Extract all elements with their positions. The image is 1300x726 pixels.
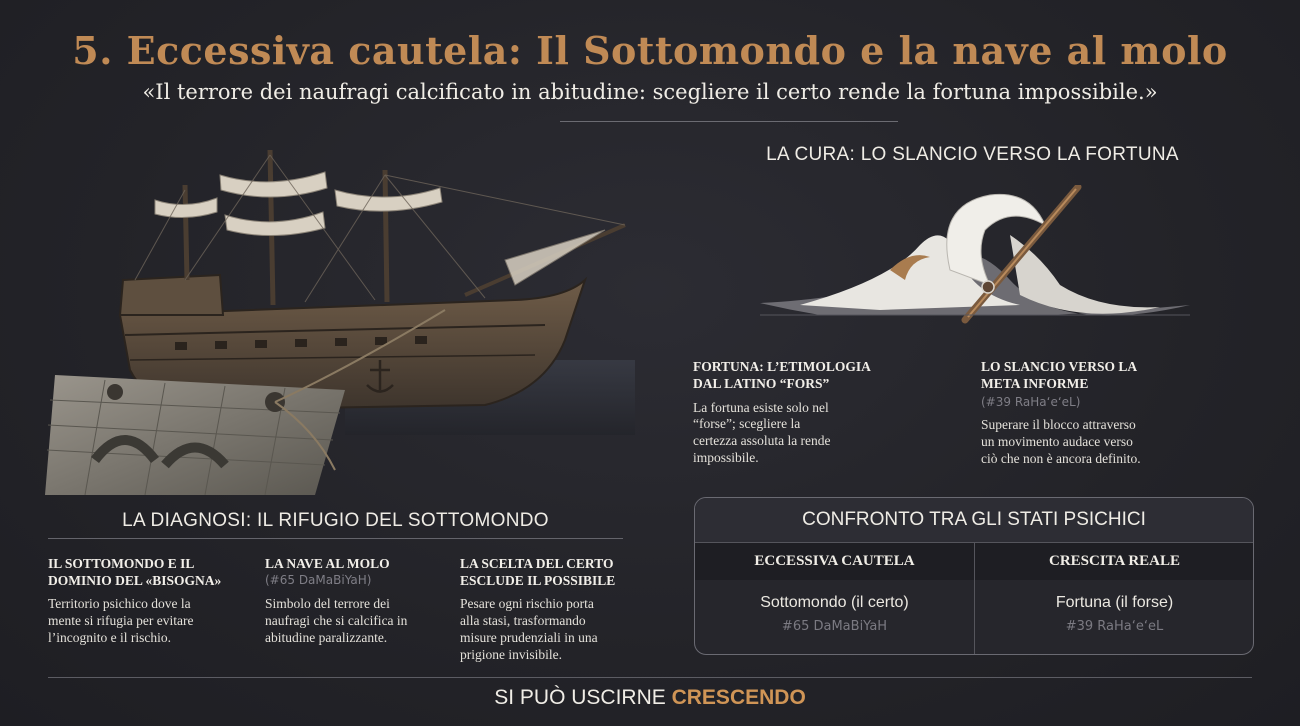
comparison-heading: CONFRONTO TRA GLI STATI PSICHICI xyxy=(695,498,1253,542)
cure-item-body-line: impossibile. xyxy=(693,450,759,465)
comparison-column-label: CRESCITA REALE xyxy=(975,542,1254,580)
cure-heading: LA CURA: LO SLANCIO VERSO LA FORTUNA xyxy=(766,144,1179,165)
diagnosis-item-body-line: naufragi che si calcifica in xyxy=(265,613,408,628)
comparison-ref: #39 RaHa‘e‘eL xyxy=(1065,619,1164,634)
comparison-value: Fortuna (il forse) xyxy=(1055,594,1174,611)
diagnosis-item-title-line1: IL SOTTOMONDO E IL xyxy=(48,556,195,571)
diagnosis-item-body-line: Pesare ogni rischio porta xyxy=(460,596,594,611)
diagnosis-heading: LA DIAGNOSI: IL RIFUGIO DEL SOTTOMONDO xyxy=(122,510,549,531)
wave-with-compass-needle-illustration xyxy=(760,185,1190,340)
comparison-value: Sottomondo (il certo) xyxy=(760,594,909,611)
diagnosis-item-title-line1: LA NAVE AL MOLO xyxy=(265,556,390,571)
diagnosis-item-title-line2: ESCLUDE IL POSSIBILE xyxy=(460,573,616,588)
diagnosis-item-body-line: abitudine paralizzante. xyxy=(265,630,388,645)
diagnosis-item-title-line1: LA SCELTA DEL CERTO xyxy=(460,556,614,571)
footer-text: SI PUÒ USCIRNE xyxy=(494,686,666,709)
diagnosis-divider xyxy=(48,538,623,539)
cure-item-title-line1: LO SLANCIO VERSO LA xyxy=(981,359,1138,374)
page-title: 5. Eccessiva cautela: Il Sottomondo e la nave al molo xyxy=(72,28,1228,73)
diagnosis-item-body-line: mente si rifugia per evitare xyxy=(48,613,194,628)
footer-accent: CRESCENDO xyxy=(671,686,806,709)
diagnosis-item-ref: (#65 DaMaBiYaH) xyxy=(265,573,372,587)
cure-item-body-line: ciò che non è ancora definito. xyxy=(981,451,1141,466)
comparison-ref: #65 DaMaBiYaH xyxy=(781,619,888,634)
cure-item-title-line2: DAL LATINO “FORS” xyxy=(693,376,830,391)
cure-item-title-line2: META INFORME xyxy=(981,376,1089,391)
cure-item-ref: (#39 RaHa‘e‘eL) xyxy=(981,395,1081,409)
comparison-column-label: ECCESSIVA CAUTELA xyxy=(695,542,974,580)
diagnosis-item-body-line: Simbolo del terrore dei xyxy=(265,596,390,611)
diagnosis-item-body-line: alla stasi, trasformando xyxy=(460,613,586,628)
comparison-table xyxy=(694,497,1254,655)
cure-item-body-line: certezza assoluta la rende xyxy=(693,433,831,448)
footer-tagline xyxy=(0,686,1300,710)
diagnosis-item-body-line: l’incognito e il rischio. xyxy=(48,630,171,645)
diagnosis-item-body-line: prigione invisibile. xyxy=(460,647,562,662)
cure-item-body-line: “forse”; scegliere la xyxy=(693,416,801,431)
cure-item-body-line: un movimento audace verso xyxy=(981,434,1133,449)
cure-item-body-line: Superare il blocco attraverso xyxy=(981,417,1136,432)
cure-item-title-line1: FORTUNA: L’ETIMOLOGIA xyxy=(693,359,871,374)
title-divider xyxy=(560,121,898,122)
cure-item-body-line: La fortuna esiste solo nel xyxy=(693,400,829,415)
diagnosis-item-body-line: Territorio psichico dove la xyxy=(48,596,191,611)
page-subtitle: «Il terrore dei naufragi calcificato in abitudine: scegliere il certo rende la fortuna impossibile.» xyxy=(142,80,1158,104)
ship-at-dock-illustration xyxy=(45,130,635,495)
footer-divider xyxy=(48,677,1252,678)
diagnosis-item-title-line2: DOMINIO DEL «BISOGNA» xyxy=(48,573,222,588)
diagnosis-item-body-line: misure prudenziali in una xyxy=(460,630,598,645)
